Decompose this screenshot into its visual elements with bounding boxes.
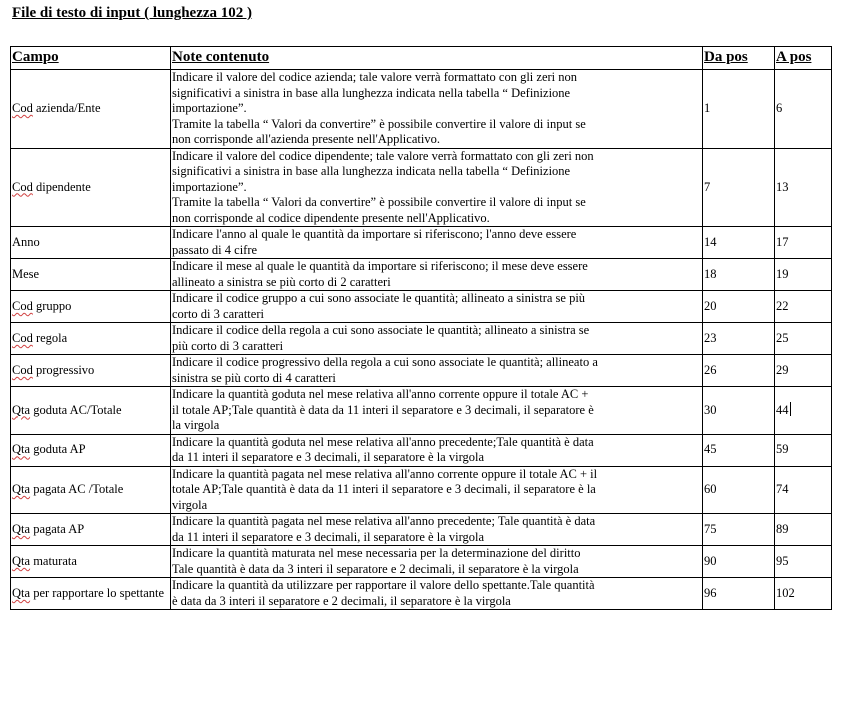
a-pos-value: 102 [776,585,795,600]
a-pos-value: 95 [776,553,789,568]
note-cell [171,323,703,355]
note-cell [171,466,703,514]
table-row [11,546,832,578]
campo-label: Qta [12,521,31,536]
campo-label: Qta [12,402,31,417]
note-line: significativi a sinistra in base alla lunghezza indicata nella tabella “ Definizione [172,164,571,178]
a-pos-value: 89 [776,521,789,536]
note-cell [171,578,703,610]
note-line: la virgola [172,418,220,432]
da-pos-cell: 14 [703,227,775,259]
note-line: Indicare la quantità pagata nel mese relativa all'anno precedente; Tale quantità è data [172,514,596,528]
campo-label: Qta [12,442,31,457]
table-row [11,514,832,546]
da-pos-cell: 18 [703,259,775,291]
campo-cell [11,546,171,578]
a-pos-value: 19 [776,266,789,281]
note-line: Indicare l'anno al quale le quantità da importare si riferiscono; l'anno deve essere [172,227,577,241]
da-pos-cell: 20 [703,291,775,323]
a-pos-value: 44 [776,403,789,417]
campo-label: regola [32,330,68,345]
campo-cell [11,434,171,466]
note-line: significativi a sinistra in base alla lunghezza indicata nella tabella “ Definizione [172,85,571,100]
note-line: totale AP;Tale quantità è data da 11 interi il separatore e 3 decimali, il separatore è la [172,482,596,496]
note-line: Indicare il codice gruppo a cui sono associate le quantità; allineato a sinistra se più [172,291,586,305]
campo-cell [11,466,171,514]
header-campo: Campo [11,47,171,70]
note-cell [171,227,703,259]
note-line: Indicare il mese al quale le quantità da importare si riferiscono; il mese deve essere [172,259,588,273]
campo-label: Cod [12,362,33,377]
table-row [11,355,832,387]
da-pos-cell: 30 [703,387,775,435]
da-pos-cell: 75 [703,514,775,546]
da-pos-cell: 26 [703,355,775,387]
note-cell [171,291,703,323]
campo-label: Cod [12,330,33,345]
note-cell [171,355,703,387]
a-pos-cell[interactable] [775,434,832,466]
note-line: Tramite la tabella “ Valori da convertire” è possibile convertire il valore di input se [172,116,586,131]
note-cell [171,514,703,546]
campo-cell [11,259,171,291]
campo-label: progressivo [32,362,95,377]
a-pos-cell[interactable] [775,227,832,259]
note-line: Indicare la quantità goduta nel mese relativa all'anno corrente oppure il totale AC + [172,387,589,401]
note-line: Indicare il codice della regola a cui sono associate le quantità; allineato a sinistra se [172,323,590,337]
campo-label: goduta AP [30,442,86,457]
a-pos-cell[interactable] [775,291,832,323]
campo-cell [11,148,171,227]
a-pos-value: 17 [776,234,789,249]
campo-label: Cod [12,101,33,115]
campo-label: Qta [12,482,31,496]
table-row [11,578,832,610]
a-pos-cell[interactable] [775,546,832,578]
note-line: Tramite la tabella “ Valori da convertire” è possibile convertire il valore di input se [172,195,586,209]
a-pos-cell[interactable] [775,148,832,227]
campo-label: Cod [12,298,33,313]
header-da-pos: Da pos [703,47,775,70]
da-pos-cell: 60 [703,466,775,514]
a-pos-cell[interactable] [775,466,832,514]
note-line: non corrisponde al codice dipendente presente nell'Applicativo. [172,210,490,225]
note-cell [171,70,703,149]
a-pos-value: 25 [776,330,789,345]
a-pos-value: 29 [776,362,789,377]
da-pos-cell: 90 [703,546,775,578]
campo-label: pagata AP [30,521,85,536]
table-row [11,434,832,466]
note-line: non corrisponde all'azienda presente nell'Applicativo. [172,132,440,146]
a-pos-cell[interactable] [775,323,832,355]
table-row [11,466,832,514]
note-line: Indicare la quantità pagata nel mese relativa all'anno corrente oppure il totale AC + il [172,466,598,481]
table-row [11,259,832,291]
input-file-table [10,46,832,610]
table-row [11,227,832,259]
a-pos-cell[interactable] [775,70,832,149]
campo-label: Qta [12,585,31,600]
note-line: Indicare la quantità da utilizzare per rapportare il valore dello spettante.Tale quantità [172,578,595,592]
campo-label: Cod [12,179,33,194]
note-line: da 11 interi il separatore e 3 decimali, il separatore è la virgola [172,529,485,544]
campo-cell [11,514,171,546]
note-line: passato di 4 cifre [172,242,258,257]
note-line: corto di 3 caratteri [172,306,264,321]
text-cursor [790,402,791,416]
note-line: allineato a sinistra se più corto di 2 caratteri [172,274,391,289]
note-line: importazione”. [172,101,247,115]
a-pos-cell[interactable] [775,514,832,546]
note-line: più corto di 3 caratteri [172,338,284,353]
campo-label: Mese [12,266,40,281]
a-pos-value: 59 [776,442,789,457]
note-line: Tale quantità è data da 3 interi il separatore e 2 decimali, il separatore è la virgola [172,561,579,576]
campo-cell [11,323,171,355]
note-line: Indicare il codice progressivo della regola a cui sono associate le quantità; allineato a [172,355,598,369]
note-line: Indicare il valore del codice azienda; tale valore verrà formattato con gli zeri non [172,70,578,84]
a-pos-cell[interactable] [775,387,832,435]
note-cell [171,434,703,466]
campo-label: per rapportare lo spettante [30,585,165,600]
note-line: è data da 3 interi il separatore e 2 decimali, il separatore è la virgola [172,593,511,608]
a-pos-value: 13 [776,179,789,194]
campo-label: azienda/Ente [32,101,101,115]
document-title: File di testo di input ( lunghezza 102 ) [12,5,253,21]
campo-label: maturata [30,553,77,568]
da-pos-cell: 1 [703,70,775,149]
da-pos-cell: 45 [703,434,775,466]
a-pos-value: 22 [776,298,789,313]
a-pos-cell[interactable] [775,355,832,387]
note-cell [171,148,703,227]
campo-label: gruppo [32,298,72,313]
note-line: importazione”. [172,179,247,194]
campo-cell [11,227,171,259]
campo-cell [11,387,171,435]
note-line: Indicare la quantità maturata nel mese necessaria per la determinazione del diritto [172,546,581,560]
da-pos-cell: 23 [703,323,775,355]
a-pos-value: 6 [776,101,783,115]
note-line: virgola [172,497,208,512]
note-line: sinistra se più corto di 4 caratteri [172,370,336,385]
campo-label: pagata AC /Totale [30,482,124,496]
note-cell [171,546,703,578]
a-pos-value: 74 [776,482,789,496]
note-line: il totale AP;Tale quantità è data da 11 interi il separatore e 3 decimali, il separatore è [172,402,594,417]
note-line: da 11 interi il separatore e 3 decimali, il separatore è la virgola [172,450,485,464]
note-cell [171,387,703,435]
header-a-pos: A pos [775,47,832,70]
campo-cell [11,578,171,610]
note-line: Indicare il valore del codice dipendente; tale valore verrà formattato con gli zeri non [172,148,594,163]
note-cell [171,259,703,291]
header-note: Note contenuto [171,47,703,70]
a-pos-cell[interactable] [775,259,832,291]
da-pos-cell: 96 [703,578,775,610]
campo-label: goduta AC/Totale [30,402,122,417]
table-row [11,291,832,323]
campo-label: Qta [12,553,31,568]
table-row [11,387,832,435]
da-pos-cell: 7 [703,148,775,227]
table-row [11,70,832,149]
campo-label: dipendente [32,179,91,194]
note-line: Indicare la quantità goduta nel mese relativa all'anno precedente;Tale quantità è data [172,434,594,449]
campo-cell [11,70,171,149]
table-row [11,323,832,355]
campo-cell [11,355,171,387]
table-row [11,148,832,227]
campo-cell [11,291,171,323]
campo-label: Anno [12,234,40,249]
table-header-row [11,47,832,70]
a-pos-cell[interactable] [775,578,832,610]
